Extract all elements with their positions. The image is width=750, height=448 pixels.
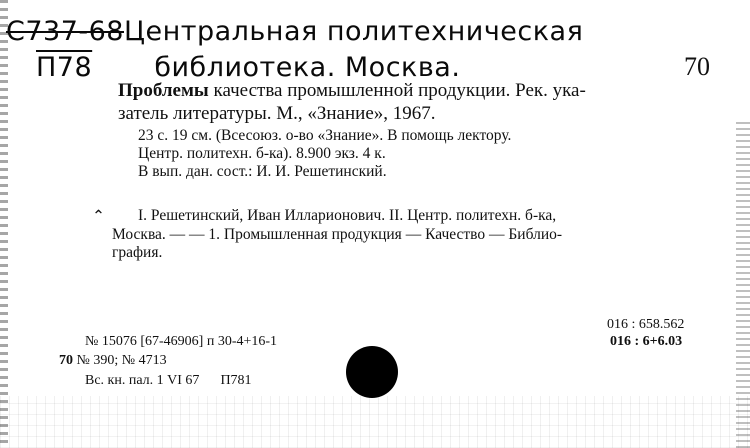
entry-description-1: 23 с. 19 см. (Всесоюз. о-во «Знание». В помощь лектору.	[138, 127, 512, 144]
footer-line-3	[85, 373, 252, 389]
handwritten-library-city: библиотека. Москва.	[154, 52, 461, 83]
entry-description-3: В вып. дан. сост.: И. И. Решетинский.	[138, 163, 387, 180]
entry-description-2: Центр. политехн. б-ка). 8.900 экз. 4 к.	[138, 145, 386, 162]
right-edge-speckle	[736, 120, 750, 448]
entry-title-heading: Проблемы	[118, 80, 209, 101]
tracing-line-3: графия.	[112, 244, 163, 261]
footer-line-3-code: П781	[220, 373, 252, 388]
entry-title-line	[118, 80, 586, 102]
footer-line-2-prefix: 70	[59, 353, 73, 368]
handwritten-struck-code: C737-68	[6, 16, 124, 47]
handwritten-line-2	[36, 52, 460, 83]
footer-line-3-text: Вс. кн. пал. 1 VI 67	[85, 373, 200, 388]
bottom-paper-texture	[0, 396, 750, 448]
footer-line-2	[59, 353, 167, 369]
left-edge-speckle	[0, 0, 8, 448]
punch-hole	[346, 346, 398, 398]
entry-title-rest: качества промышленной продукции. Рек. ука-	[208, 80, 586, 101]
tracing-line-2: Москва. — — 1. Промышленная продукция — Качество — Библио-	[112, 226, 563, 243]
tracing-mark: ⌃	[92, 208, 105, 225]
handwritten-shelf-code: П78	[36, 52, 93, 83]
handwritten-library-name: Центральная политехническая	[124, 16, 584, 47]
footer-line-1: № 15076 [67-46906] п 30-4+16-1	[85, 334, 278, 349]
card-number: 70	[684, 52, 710, 81]
udc-number-1: 016 : 658.562	[607, 317, 685, 332]
footer-line-2-text: № 390; № 4713	[76, 353, 167, 368]
entry-title-line-2: затель литературы. М., «Знание», 1967.	[118, 103, 436, 124]
udc-number-2: 016 : 6+6.03	[610, 334, 683, 349]
handwritten-line-1	[6, 16, 583, 47]
tracing-line-1: I. Решетинский, Иван Илларионович. II. Центр. политехн. б-ка,	[138, 207, 557, 224]
